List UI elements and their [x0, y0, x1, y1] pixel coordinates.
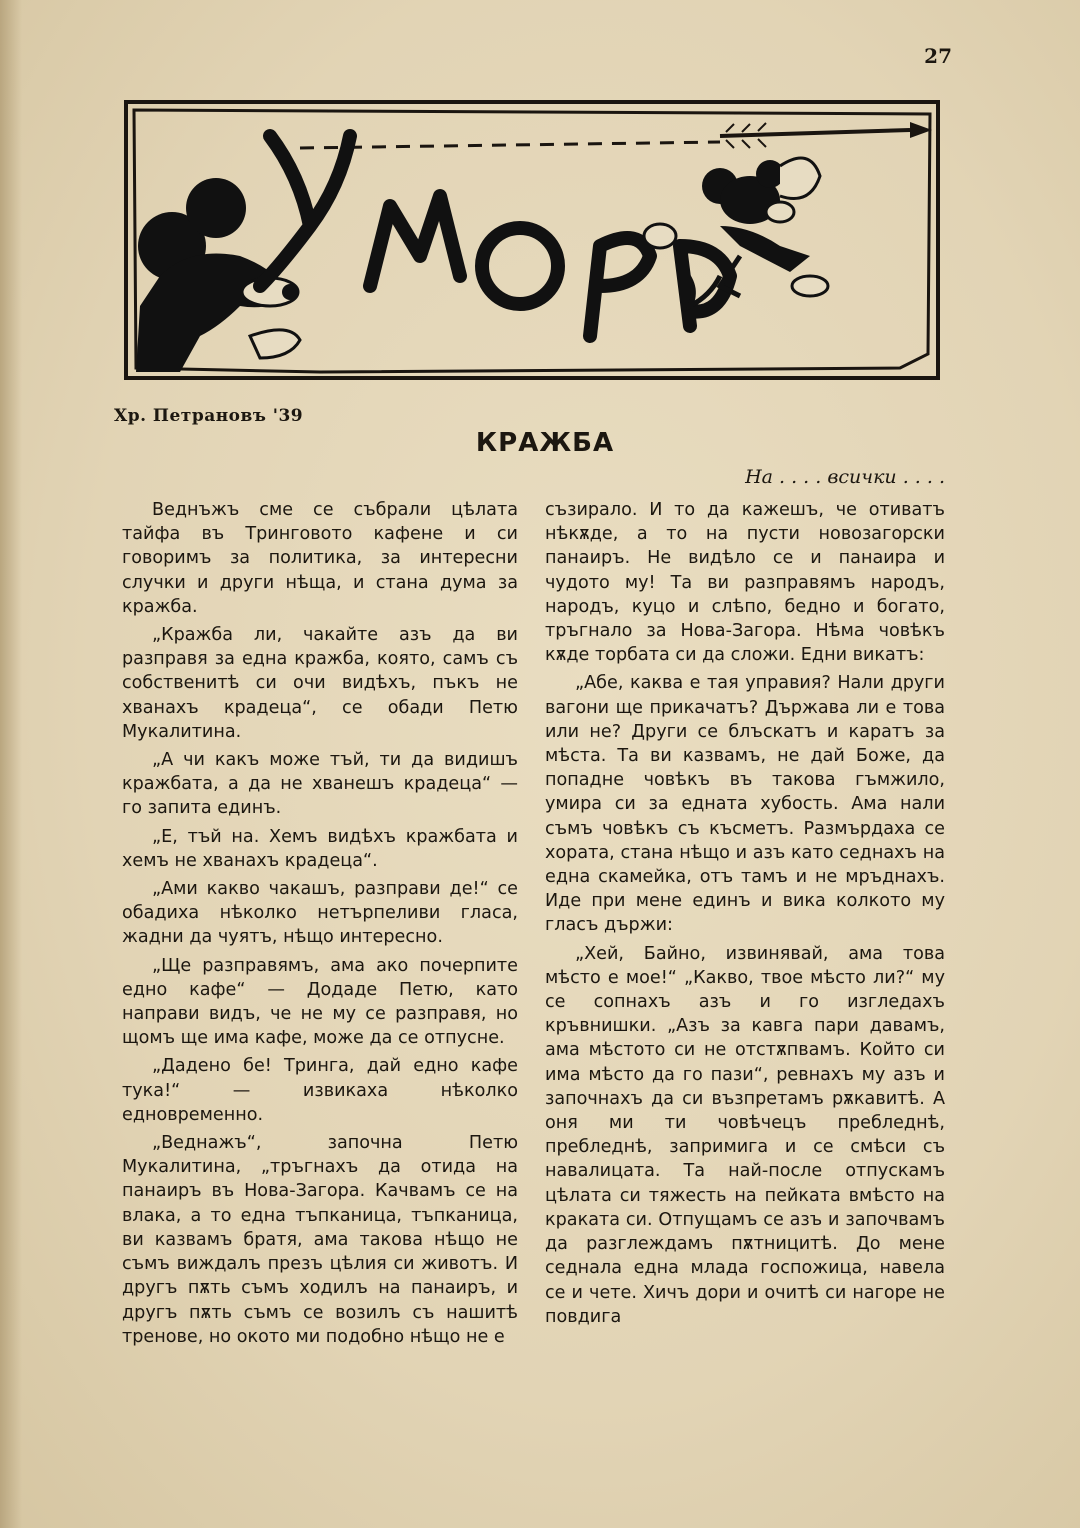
left-text-column: [122, 498, 518, 1353]
paragraph: „Кражба ли, чакайте азъ да ви разправя за една кражба, която, самъ съ собственитѣ си очи видѣхъ, пъкъ не хванахъ крадеца“, се обади Петю Мукалитина.: [122, 625, 518, 742]
paragraph: „А чи какъ може тъй, ти да видишъ кражбата, а да не хванешъ крадеца“ — го запита единъ.: [122, 750, 518, 819]
humor-header-illustration: [120, 96, 950, 386]
paragraph: „Веднажъ“, започна Петю Мукалитина, „тръгнахъ да отида на панаиръ въ Нова-Загора. Качвамъ се на влака, а то една тъпканица, тъпканица, ви казвамъ братя, ама такова нѣщо не съмъ виждалъ презъ цѣлия си животъ. И другъ пѫть съмъ ходилъ на панаиръ, и другъ пѫть съмъ се возилъ съ нашитѣ тренове, но окото ми подобно нѣщо не е: [122, 1133, 518, 1347]
paragraph: Веднъжъ сме се събрали цѣлата тайфа въ Тринговото кафене и си говоримъ за политика, за интересни случки и други нѣща, и стана дума за кражба.: [122, 500, 518, 617]
paragraph: „Ще разправямъ, ама ако почерпите едно кафе“ — Додаде Петю, като направи видъ, че не му се разправя, но щомъ ще има кафе, може да се отпусне.: [122, 955, 518, 1049]
dedication-line: На . . . . всички . . . .: [745, 466, 945, 488]
right-text-column: [545, 498, 945, 1333]
paragraph: „Дадено бе! Тринга, дай едно кафе тука!“ — извикаха нѣколко едновременно.: [122, 1056, 518, 1125]
spine-shadow: [0, 0, 22, 1528]
paragraph-continued: съзирало. И то да кажешъ, че отиватъ нѣкѫде, а то на пусти новозагорски панаиръ. Не видѣло се и панаира и чудото му! Та ви разправямъ народъ, народъ, куцо и слѣпо, бедно и богато, тръгнало за Нова-Загора. Нѣма човѣкъ кѫде торбата си да сложи. Едни викатъ:: [545, 500, 945, 666]
paragraph: „Ами какво чакашъ, разправи де!“ се обадиха нѣколко нетърпеливи гласа, жадни да чуятъ, нѣщо интересно.: [122, 879, 518, 948]
mickey-right-figure: [644, 158, 828, 306]
page-number: 27: [924, 44, 952, 68]
author-byline: Хр. Петрановъ '39: [114, 406, 304, 426]
article-title: КРАЖБА: [475, 428, 615, 458]
paragraph: „Абе, каква е тая управия? Нали други вагони ще прикачатъ? Държава ли е това или не? Други се блъскатъ и каратъ за мѣста. Та ви казвамъ, не дай Боже, да попадне човѣкъ въ такова гъмжило, умира си за едната хубость. Ама нали съмъ човѣкъ съ късметъ. Размърдаха се хората, стана нѣщо и азъ като седнахъ на една скамейка, отъ тамъ и не мръднахъ. Иде при мене единъ и вика колкото му гласъ държи:: [545, 673, 945, 936]
paragraph: „Е, тъй на. Хемъ видѣхъ кражбата и хемъ не хванахъ крадеца“.: [122, 826, 518, 871]
paragraph: „Хей, Байно, извинявай, ама това мѣсто е мое!“ „Какво, твое мѣсто ли?“ му се сопнахъ азъ и го изгледахъ кръвнишки. „Азъ за кавга пари давамъ, ама мѣстото си не отстѫпвамъ. Който си има мѣсто да го пази“, ревнахъ му азъ и започнахъ да си възпретамъ рѫкавитѣ. А оня ми ти човѣчецъ пребледнѣ, пребледнѣ, запримига и се смѣси съ навалицата. Та най-после отпускамъ цѣлата си тяжесть на пейката вмѣсто на краката си. Отпущамъ се азъ и започвамъ да разглеждамъ пѫтницитѣ. До мене седнала една млада госпожица, навела се и чете. Хичъ дори и очитѣ си нагоре не повдига: [545, 943, 945, 1327]
